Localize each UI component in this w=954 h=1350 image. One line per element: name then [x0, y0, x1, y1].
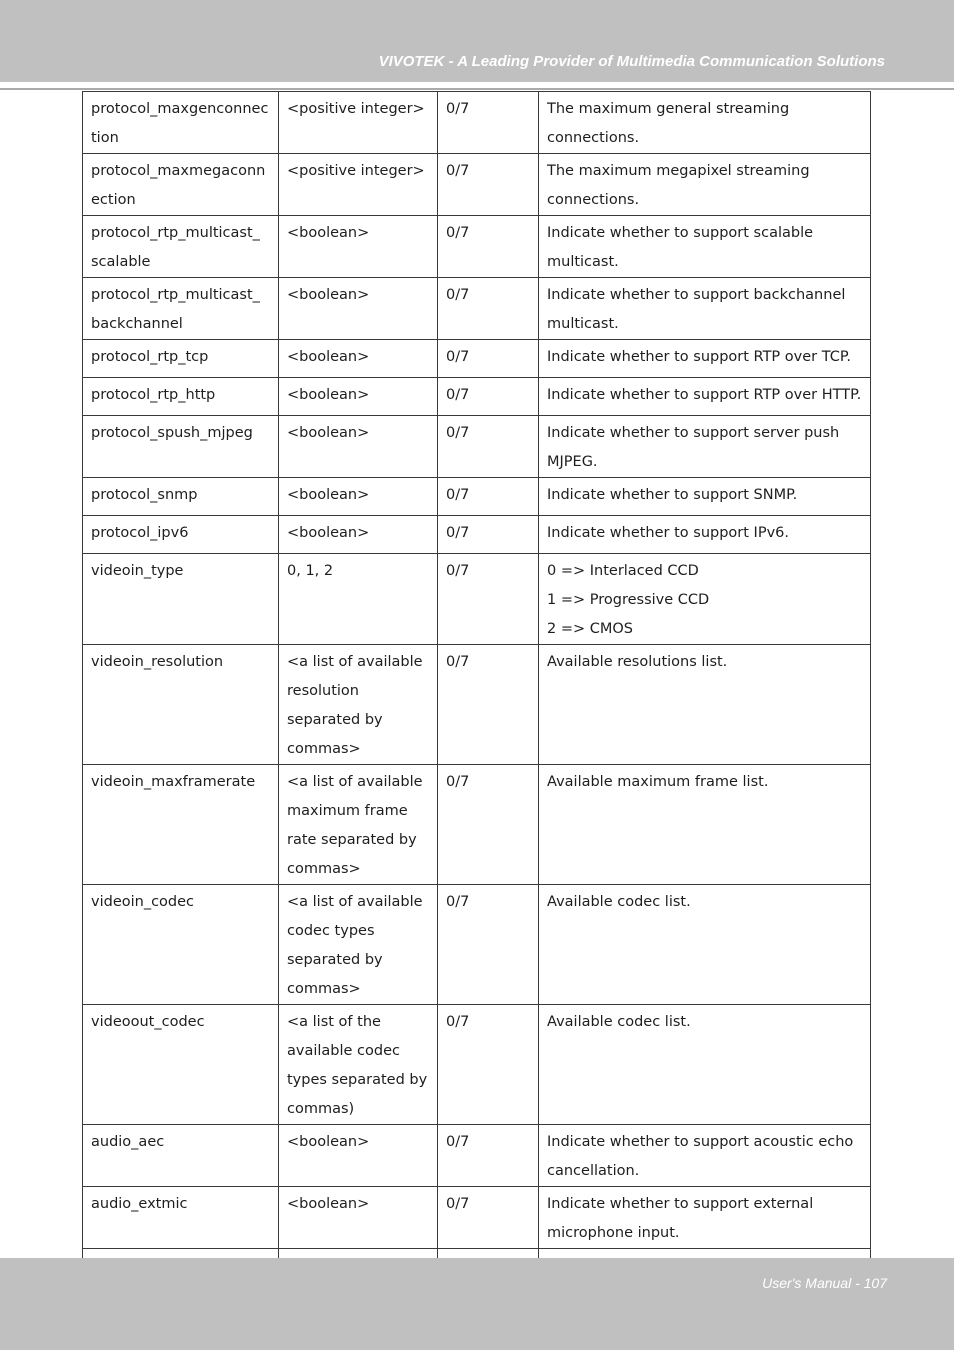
param-value-cell [279, 278, 438, 340]
cell-text-line: 2 => CMOS [547, 621, 633, 637]
param-security-cell [438, 478, 539, 516]
cell-text-line: 0/7 [446, 654, 470, 670]
cell-text-line: <positive integer> [287, 101, 425, 117]
cell-text-line: Indicate whether to support server push [547, 425, 840, 441]
cell-text-line: 0/7 [446, 1134, 470, 1150]
cell-text-line: 0/7 [446, 163, 470, 179]
table-row [83, 154, 871, 216]
cell-text-line: The maximum megapixel streaming [547, 163, 810, 179]
param-description-cell [539, 1187, 871, 1249]
param-value-cell [279, 378, 438, 416]
table-row [83, 554, 871, 645]
param-description-cell [539, 1125, 871, 1187]
param-description-cell [539, 554, 871, 645]
param-security-cell [438, 378, 539, 416]
param-description-cell [539, 1005, 871, 1125]
param-name-cell [83, 478, 279, 516]
header-title: VIVOTEK - A Leading Provider of Multimedia Communication Solutions [378, 53, 885, 70]
cell-text-line: The maximum general streaming [547, 101, 790, 117]
header-divider [0, 88, 954, 90]
param-security-cell [438, 1005, 539, 1125]
cell-text-line: backchannel [91, 316, 183, 332]
param-description-cell [539, 765, 871, 885]
cell-text-line: 0/7 [446, 563, 470, 579]
cell-text-line: 0/7 [446, 425, 470, 441]
param-description-cell [539, 416, 871, 478]
param-description-cell [539, 92, 871, 154]
table-row [83, 216, 871, 278]
param-security-cell [438, 416, 539, 478]
cell-text-line: 0 => Interlaced CCD [547, 563, 699, 579]
cell-text-line: Indicate whether to support RTP over TCP. [547, 349, 851, 365]
cell-text-line: videoin_codec [91, 894, 195, 910]
param-value-cell [279, 1187, 438, 1249]
param-description-cell [539, 885, 871, 1005]
cell-text-line: audio_extmic [91, 1196, 188, 1212]
param-security-cell [438, 516, 539, 554]
cell-text-line: types separated by [287, 1072, 428, 1088]
cell-text-line: Indicate whether to support scalable [547, 225, 814, 241]
param-description-cell [539, 516, 871, 554]
cell-text-line: audio_aec [91, 1134, 165, 1150]
param-value-cell [279, 516, 438, 554]
param-description-cell [539, 154, 871, 216]
page-header [0, 0, 954, 82]
cell-text-line: multicast. [547, 254, 619, 270]
cell-text-line: connections. [547, 130, 640, 146]
parameter-table [82, 91, 871, 1288]
cell-text-line: resolution [287, 683, 359, 699]
param-name-cell [83, 92, 279, 154]
table-row [83, 1125, 871, 1187]
cell-text-line: connections. [547, 192, 640, 208]
cell-text-line: Available resolutions list. [547, 654, 728, 670]
cell-text-line: videoout_codec [91, 1014, 205, 1030]
table-row [83, 92, 871, 154]
cell-text-line: <boolean> [287, 487, 370, 503]
param-name-cell [83, 765, 279, 885]
cell-text-line: <a list of available [287, 654, 423, 670]
param-description-cell [539, 478, 871, 516]
cell-text-line: commas> [287, 981, 361, 997]
table-row [83, 885, 871, 1005]
cell-text-line: multicast. [547, 316, 619, 332]
table-row [83, 645, 871, 765]
param-description-cell [539, 340, 871, 378]
param-name-cell [83, 1187, 279, 1249]
cell-text-line: MJPEG. [547, 454, 598, 470]
cell-text-line: Indicate whether to support RTP over HTTP. [547, 387, 862, 403]
param-name-cell [83, 378, 279, 416]
param-security-cell [438, 1187, 539, 1249]
cell-text-line: Available codec list. [547, 894, 691, 910]
cell-text-line: <boolean> [287, 287, 370, 303]
cell-text-line: 0/7 [446, 525, 470, 541]
param-security-cell [438, 340, 539, 378]
table-row [83, 516, 871, 554]
cell-text-line: rate separated by [287, 832, 417, 848]
cell-text-line: <boolean> [287, 1196, 370, 1212]
cell-text-line: cancellation. [547, 1163, 640, 1179]
param-value-cell [279, 216, 438, 278]
table-row [83, 478, 871, 516]
param-value-cell [279, 478, 438, 516]
param-description-cell [539, 645, 871, 765]
cell-text-line: 0/7 [446, 1014, 470, 1030]
cell-text-line: 0/7 [446, 349, 470, 365]
param-value-cell [279, 645, 438, 765]
param-security-cell [438, 278, 539, 340]
table-row [83, 1187, 871, 1249]
cell-text-line: Available maximum frame list. [547, 774, 769, 790]
param-security-cell [438, 154, 539, 216]
cell-text-line: Indicate whether to support IPv6. [547, 525, 789, 541]
cell-text-line: 0/7 [446, 387, 470, 403]
cell-text-line: commas> [287, 741, 361, 757]
param-value-cell [279, 92, 438, 154]
cell-text-line: videoin_type [91, 563, 184, 579]
cell-text-line: Indicate whether to support acoustic echo [547, 1134, 854, 1150]
cell-text-line: <a list of available [287, 894, 423, 910]
cell-text-line: 0/7 [446, 287, 470, 303]
cell-text-line: protocol_rtp_http [91, 387, 216, 403]
cell-text-line: 0/7 [446, 487, 470, 503]
param-name-cell [83, 645, 279, 765]
param-name-cell [83, 554, 279, 645]
cell-text-line: protocol_spush_mjpeg [91, 425, 253, 441]
param-value-cell [279, 885, 438, 1005]
cell-text-line: 1 => Progressive CCD [547, 592, 710, 608]
cell-text-line: <boolean> [287, 1134, 370, 1150]
cell-text-line: 0/7 [446, 774, 470, 790]
param-value-cell [279, 154, 438, 216]
param-name-cell [83, 154, 279, 216]
cell-text-line: protocol_rtp_multicast_ [91, 287, 260, 303]
cell-text-line: ection [91, 192, 136, 208]
cell-text-line: <positive integer> [287, 163, 425, 179]
cell-text-line: commas) [287, 1101, 355, 1117]
param-name-cell [83, 1125, 279, 1187]
param-security-cell [438, 554, 539, 645]
cell-text-line: <boolean> [287, 349, 370, 365]
cell-text-line: videoin_maxframerate [91, 774, 256, 790]
cell-text-line: Indicate whether to support SNMP. [547, 487, 798, 503]
cell-text-line: maximum frame [287, 803, 408, 819]
param-security-cell [438, 92, 539, 154]
cell-text-line: tion [91, 130, 119, 146]
param-value-cell [279, 1125, 438, 1187]
cell-text-line: Indicate whether to support backchannel [547, 287, 846, 303]
cell-text-line: <boolean> [287, 225, 370, 241]
cell-text-line: 0/7 [446, 225, 470, 241]
param-value-cell [279, 554, 438, 645]
cell-text-line: separated by [287, 712, 383, 728]
cell-text-line: 0/7 [446, 1196, 470, 1212]
table-row [83, 765, 871, 885]
cell-text-line: protocol_ipv6 [91, 525, 189, 541]
cell-text-line: Available codec list. [547, 1014, 691, 1030]
param-name-cell [83, 1005, 279, 1125]
parameter-table-body [83, 92, 871, 1288]
param-name-cell [83, 516, 279, 554]
page-footer [0, 1258, 954, 1350]
cell-text-line: videoin_resolution [91, 654, 224, 670]
cell-text-line: protocol_rtp_multicast_ [91, 225, 260, 241]
param-value-cell [279, 340, 438, 378]
param-name-cell [83, 340, 279, 378]
cell-text-line: <a list of the [287, 1014, 381, 1030]
cell-text-line: commas> [287, 861, 361, 877]
cell-text-line: protocol_maxmegaconn [91, 163, 266, 179]
param-security-cell [438, 765, 539, 885]
cell-text-line: protocol_maxgenconnec [91, 101, 269, 117]
param-security-cell [438, 216, 539, 278]
cell-text-line: <boolean> [287, 425, 370, 441]
cell-text-line: codec types [287, 923, 375, 939]
param-value-cell [279, 765, 438, 885]
cell-text-line: <boolean> [287, 387, 370, 403]
table-row [83, 340, 871, 378]
param-value-cell [279, 1005, 438, 1125]
cell-text-line: 0/7 [446, 894, 470, 910]
param-name-cell [83, 278, 279, 340]
param-name-cell [83, 885, 279, 1005]
table-row [83, 378, 871, 416]
cell-text-line: Indicate whether to support external [547, 1196, 814, 1212]
param-description-cell [539, 278, 871, 340]
page-number: User's Manual - 107 [762, 1275, 887, 1291]
table-row [83, 278, 871, 340]
param-value-cell [279, 416, 438, 478]
table-row [83, 1005, 871, 1125]
param-security-cell [438, 885, 539, 1005]
param-name-cell [83, 416, 279, 478]
param-name-cell [83, 216, 279, 278]
cell-text-line: separated by [287, 952, 383, 968]
cell-text-line: <boolean> [287, 525, 370, 541]
cell-text-line: microphone input. [547, 1225, 680, 1241]
cell-text-line: scalable [91, 254, 151, 270]
cell-text-line: available codec [287, 1043, 400, 1059]
param-description-cell [539, 378, 871, 416]
param-security-cell [438, 645, 539, 765]
cell-text-line: 0, 1, 2 [287, 563, 334, 579]
param-description-cell [539, 216, 871, 278]
table-row [83, 416, 871, 478]
cell-text-line: 0/7 [446, 101, 470, 117]
cell-text-line: protocol_rtp_tcp [91, 349, 209, 365]
cell-text-line: protocol_snmp [91, 487, 198, 503]
param-security-cell [438, 1125, 539, 1187]
cell-text-line: <a list of available [287, 774, 423, 790]
